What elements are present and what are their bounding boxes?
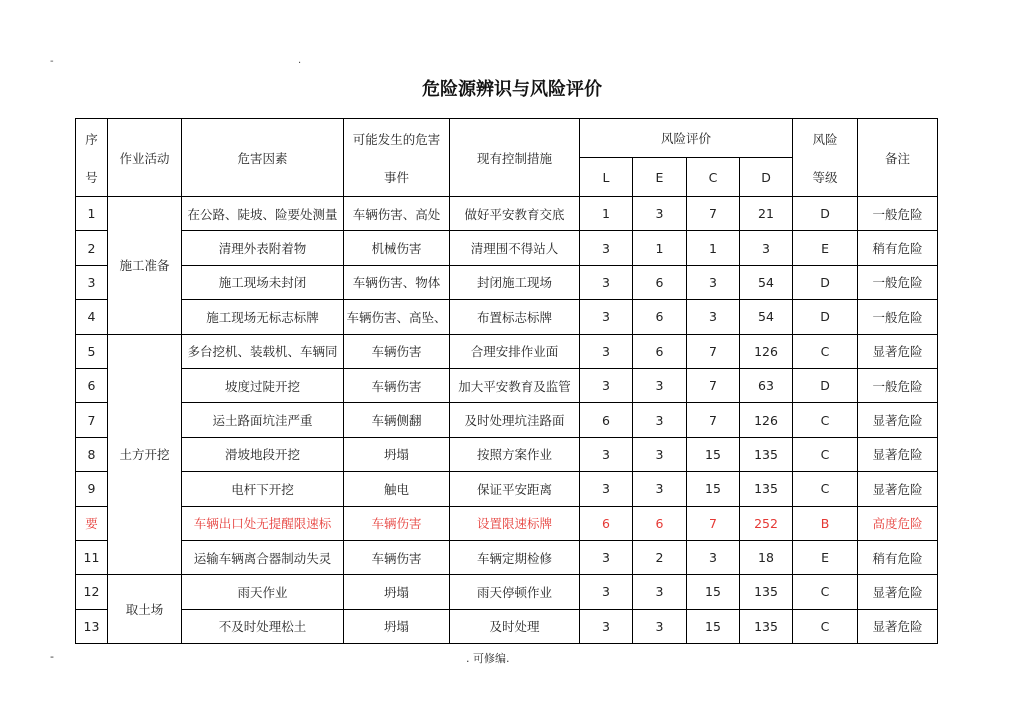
cell-control: 合理安排作业面 bbox=[450, 334, 580, 368]
cell-c: 15 bbox=[687, 472, 740, 506]
cell-control: 清理围不得站人 bbox=[450, 231, 580, 265]
header-event-line2: 事件 bbox=[383, 169, 409, 185]
cell-c: 15 bbox=[687, 609, 740, 643]
cell-risk-level: C bbox=[793, 575, 858, 609]
cell-hazard: 雨天作业 bbox=[182, 575, 344, 609]
page-footer-text: . 可修编. bbox=[466, 652, 510, 665]
cell-hazard: 运输车辆离合器制动失灵 bbox=[182, 540, 344, 574]
cell-remark: 显著危险 bbox=[858, 609, 938, 643]
cell-activity: 取土场 bbox=[108, 575, 182, 644]
cell-risk-level: D bbox=[793, 368, 858, 402]
header-control: 现有控制措施 bbox=[450, 119, 580, 197]
cell-risk-level: B bbox=[793, 506, 858, 540]
header-level-line1: 风险 bbox=[812, 131, 838, 147]
cell-seq: 2 bbox=[76, 231, 108, 265]
cell-c: 7 bbox=[687, 197, 740, 231]
cell-d: 126 bbox=[740, 403, 793, 437]
cell-l: 3 bbox=[580, 368, 633, 402]
cell-event: 车辆侧翻 bbox=[344, 403, 450, 437]
table-row bbox=[76, 575, 938, 609]
cell-d: 135 bbox=[740, 472, 793, 506]
cell-e: 3 bbox=[633, 609, 687, 643]
cell-activity: 施工准备 bbox=[108, 197, 182, 335]
cell-risk-level: E bbox=[793, 231, 858, 265]
cell-c: 15 bbox=[687, 437, 740, 471]
cell-control: 及时处理坑洼路面 bbox=[450, 403, 580, 437]
cell-e: 6 bbox=[633, 334, 687, 368]
cell-d: 63 bbox=[740, 368, 793, 402]
cell-event: 触电 bbox=[344, 472, 450, 506]
cell-d: 54 bbox=[740, 265, 793, 299]
cell-seq: 6 bbox=[76, 368, 108, 402]
cell-control: 布置标志标牌 bbox=[450, 300, 580, 334]
cell-event: 车辆伤害 bbox=[344, 540, 450, 574]
cell-l: 3 bbox=[580, 231, 633, 265]
cell-risk-level: C bbox=[793, 437, 858, 471]
table-row bbox=[76, 472, 938, 506]
cell-remark: 显著危险 bbox=[858, 403, 938, 437]
cell-l: 3 bbox=[580, 540, 633, 574]
cell-hazard: 坡度过陡开挖 bbox=[182, 368, 344, 402]
cell-c: 7 bbox=[687, 506, 740, 540]
cell-c: 3 bbox=[687, 540, 740, 574]
header-seq-line1: 序 bbox=[85, 131, 98, 147]
cell-c: 3 bbox=[687, 265, 740, 299]
cell-event: 车辆伤害、高坠、 bbox=[344, 300, 450, 334]
cell-risk-level: E bbox=[793, 540, 858, 574]
table-row bbox=[76, 334, 938, 368]
cell-e: 3 bbox=[633, 437, 687, 471]
cell-e: 2 bbox=[633, 540, 687, 574]
cell-e: 6 bbox=[633, 506, 687, 540]
header-risk-level bbox=[793, 119, 858, 197]
page-header-left-mark: - bbox=[50, 56, 54, 67]
cell-hazard: 车辆出口处无提醒限速标 bbox=[182, 506, 344, 540]
cell-d: 135 bbox=[740, 609, 793, 643]
cell-c: 7 bbox=[687, 403, 740, 437]
cell-remark: 稍有危险 bbox=[858, 540, 938, 574]
cell-c: 15 bbox=[687, 575, 740, 609]
header-level-line2: 等级 bbox=[812, 169, 838, 185]
cell-d: 3 bbox=[740, 231, 793, 265]
cell-hazard: 电杆下开挖 bbox=[182, 472, 344, 506]
header-event bbox=[344, 119, 450, 197]
cell-remark: 一般危险 bbox=[858, 368, 938, 402]
cell-event: 坍塌 bbox=[344, 437, 450, 471]
page-footer-left-mark: - bbox=[50, 650, 54, 663]
cell-l: 3 bbox=[580, 609, 633, 643]
cell-hazard: 施工现场无标志标牌 bbox=[182, 300, 344, 334]
cell-risk-level: C bbox=[793, 472, 858, 506]
cell-c: 7 bbox=[687, 368, 740, 402]
table-row bbox=[76, 265, 938, 299]
cell-e: 6 bbox=[633, 300, 687, 334]
cell-e: 1 bbox=[633, 231, 687, 265]
cell-l: 6 bbox=[580, 506, 633, 540]
cell-l: 3 bbox=[580, 575, 633, 609]
table-row bbox=[76, 403, 938, 437]
header-seq bbox=[76, 119, 108, 197]
cell-control: 及时处理 bbox=[450, 609, 580, 643]
cell-d: 126 bbox=[740, 334, 793, 368]
cell-l: 3 bbox=[580, 437, 633, 471]
header-event-line1: 可能发生的危害 bbox=[352, 131, 441, 147]
cell-seq: 12 bbox=[76, 575, 108, 609]
cell-d: 252 bbox=[740, 506, 793, 540]
cell-event: 坍塌 bbox=[344, 609, 450, 643]
cell-seq: 1 bbox=[76, 197, 108, 231]
cell-activity: 土方开挖 bbox=[108, 334, 182, 575]
table-header-row bbox=[76, 119, 938, 158]
cell-remark: 显著危险 bbox=[858, 472, 938, 506]
cell-control: 保证平安距离 bbox=[450, 472, 580, 506]
header-d: D bbox=[740, 158, 793, 197]
cell-risk-level: C bbox=[793, 334, 858, 368]
cell-l: 1 bbox=[580, 197, 633, 231]
header-activity: 作业活动 bbox=[108, 119, 182, 197]
table-row bbox=[76, 437, 938, 471]
table-row bbox=[76, 231, 938, 265]
cell-seq: 3 bbox=[76, 265, 108, 299]
cell-hazard: 施工现场未封闭 bbox=[182, 265, 344, 299]
cell-l: 3 bbox=[580, 472, 633, 506]
page-header-center-mark: . bbox=[298, 55, 302, 66]
cell-hazard: 在公路、陡坡、险要处测量 bbox=[182, 197, 344, 231]
table-row bbox=[76, 197, 938, 231]
cell-hazard: 清理外表附着物 bbox=[182, 231, 344, 265]
cell-d: 135 bbox=[740, 437, 793, 471]
cell-control: 封闭施工现场 bbox=[450, 265, 580, 299]
cell-risk-level: C bbox=[793, 609, 858, 643]
header-c: C bbox=[687, 158, 740, 197]
cell-e: 3 bbox=[633, 472, 687, 506]
cell-e: 6 bbox=[633, 265, 687, 299]
cell-e: 3 bbox=[633, 403, 687, 437]
risk-assessment-table bbox=[75, 118, 938, 644]
document-title: 危险源辨识与风险评价 bbox=[422, 79, 602, 100]
cell-control: 按照方案作业 bbox=[450, 437, 580, 471]
cell-seq: 9 bbox=[76, 472, 108, 506]
cell-hazard: 多台挖机、装载机、车辆同 bbox=[182, 334, 344, 368]
cell-l: 3 bbox=[580, 300, 633, 334]
cell-hazard: 不及时处理松土 bbox=[182, 609, 344, 643]
cell-e: 3 bbox=[633, 575, 687, 609]
cell-seq: 7 bbox=[76, 403, 108, 437]
cell-event: 机械伤害 bbox=[344, 231, 450, 265]
cell-remark: 一般危险 bbox=[858, 197, 938, 231]
cell-d: 21 bbox=[740, 197, 793, 231]
cell-d: 54 bbox=[740, 300, 793, 334]
cell-control: 做好平安教育交底 bbox=[450, 197, 580, 231]
cell-event: 车辆伤害、物体 bbox=[344, 265, 450, 299]
cell-remark: 显著危险 bbox=[858, 437, 938, 471]
cell-d: 18 bbox=[740, 540, 793, 574]
cell-event: 车辆伤害、高处 bbox=[344, 197, 450, 231]
table-row bbox=[76, 540, 938, 574]
cell-seq: 要 bbox=[76, 506, 108, 540]
cell-event: 车辆伤害 bbox=[344, 334, 450, 368]
cell-seq: 4 bbox=[76, 300, 108, 334]
cell-remark: 高度危险 bbox=[858, 506, 938, 540]
cell-event: 车辆伤害 bbox=[344, 368, 450, 402]
cell-control: 雨天停顿作业 bbox=[450, 575, 580, 609]
header-seq-line2: 号 bbox=[85, 169, 98, 185]
cell-seq: 8 bbox=[76, 437, 108, 471]
cell-seq: 5 bbox=[76, 334, 108, 368]
cell-hazard: 运土路面坑洼严重 bbox=[182, 403, 344, 437]
cell-remark: 稍有危险 bbox=[858, 231, 938, 265]
cell-d: 135 bbox=[740, 575, 793, 609]
cell-seq: 11 bbox=[76, 540, 108, 574]
cell-event: 坍塌 bbox=[344, 575, 450, 609]
cell-hazard: 滑坡地段开挖 bbox=[182, 437, 344, 471]
cell-risk-level: C bbox=[793, 403, 858, 437]
cell-risk-level: D bbox=[793, 197, 858, 231]
cell-c: 1 bbox=[687, 231, 740, 265]
table-row bbox=[76, 609, 938, 643]
header-remark: 备注 bbox=[858, 119, 938, 197]
cell-remark: 显著危险 bbox=[858, 334, 938, 368]
cell-remark: 一般危险 bbox=[858, 265, 938, 299]
cell-c: 7 bbox=[687, 334, 740, 368]
header-hazard: 危害因素 bbox=[182, 119, 344, 197]
cell-l: 3 bbox=[580, 265, 633, 299]
header-risk-evaluation: 风险评价 bbox=[580, 119, 793, 158]
table-row bbox=[76, 368, 938, 402]
cell-l: 3 bbox=[580, 334, 633, 368]
header-l: L bbox=[580, 158, 633, 197]
cell-control: 设置限速标牌 bbox=[450, 506, 580, 540]
cell-remark: 显著危险 bbox=[858, 575, 938, 609]
cell-control: 车辆定期检修 bbox=[450, 540, 580, 574]
header-e: E bbox=[633, 158, 687, 197]
cell-c: 3 bbox=[687, 300, 740, 334]
cell-e: 3 bbox=[633, 368, 687, 402]
cell-l: 6 bbox=[580, 403, 633, 437]
table-row bbox=[76, 300, 938, 334]
cell-e: 3 bbox=[633, 197, 687, 231]
table-row-highlighted bbox=[76, 506, 938, 540]
cell-control: 加大平安教育及监管 bbox=[450, 368, 580, 402]
cell-risk-level: D bbox=[793, 265, 858, 299]
cell-seq: 13 bbox=[76, 609, 108, 643]
cell-remark: 一般危险 bbox=[858, 300, 938, 334]
cell-risk-level: D bbox=[793, 300, 858, 334]
cell-event: 车辆伤害 bbox=[344, 506, 450, 540]
